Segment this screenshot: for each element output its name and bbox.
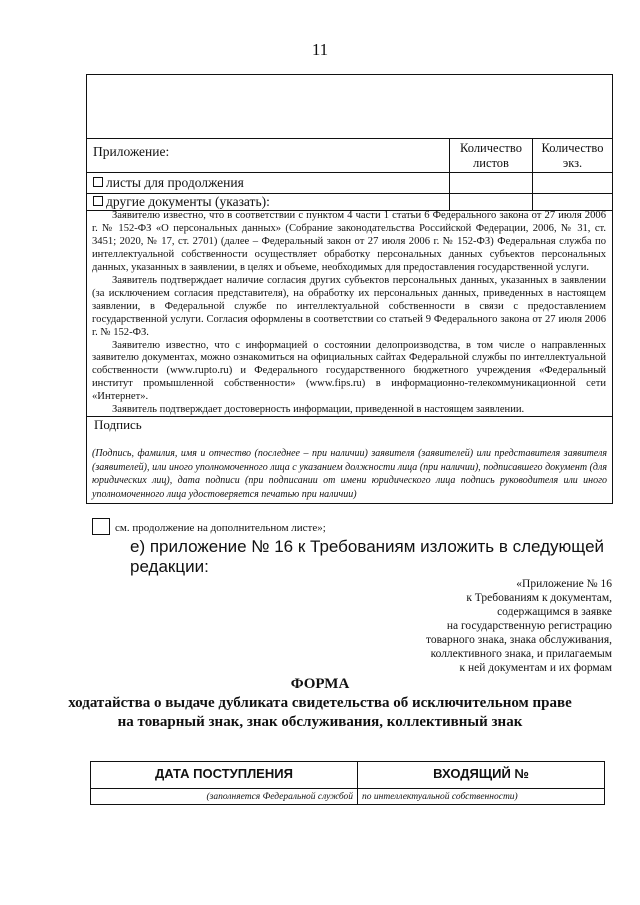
continuation-line (92, 518, 326, 535)
receipt-date-cell[interactable] (91, 762, 358, 804)
copies-count-cell[interactable] (533, 194, 612, 210)
continuation-sheets-label: листы для продолжения (106, 175, 244, 190)
declaration-paragraph: Заявитель подтверждает наличие согласия других субъектов персональных данных, указанных в заявлении (за исключением согласия представителя), на обработку их персональных данных, приведенных в настоящем заявлении, в Федеральной службе по интеллектуальной собственности в связи с предоставлением государственной услуги. Согласия оформлены в соответствии со статьей 9 Федерального закона от 27 июля 2006 г. № 152-ФЗ. (92, 274, 606, 338)
copies-count-label: Количество экз. (541, 141, 604, 170)
attachment-label: Приложение: (93, 144, 170, 159)
form-title-line: ФОРМА (290, 676, 350, 692)
form-title-line: ходатайства о выдаче дубликата свидетельства об исключительном праве (68, 695, 572, 711)
divider (358, 788, 604, 789)
receipt-date-label: ДАТА ПОСТУПЛЕНИЯ (155, 766, 293, 781)
amendment-text: е) приложение № 16 к Требованиям изложить в следующей редакции: (130, 537, 605, 576)
declaration-paragraph: Заявителю известно, что в соответствии с пунктом 4 части 1 статьи 6 Федерального закона от 27 июля 2006 г. № 152-ФЗ «О персональных данных» (Собрание законодательства Российской Федерации, 2006, № 31, ст. 3451; 2020, № 17, ст. 2701) (далее – Федеральный закон от 27 июля 2006 г. № 152-ФЗ) Федеральная служба по интеллектуальной собственности осуществляет обработку персональных данных субъектов персональных данных, указанных в заявлении, в целях и объеме, необходимых для предоставления государственной услуги. (92, 210, 606, 273)
incoming-number-label: ВХОДЯЩИЙ № (433, 766, 529, 781)
other-documents-row (87, 194, 612, 211)
signature-label: Подпись (94, 417, 142, 432)
declaration-paragraph: Заявителю известно, что с информацией о состоянии делопроизводства, в том числе о направленных заявителю документах, можно ознакомиться на официальных сайтах Федеральной службы по интеллектуальной собственности (www.rupto.ru) и Федерального государственного бюджетного учреждения «Федеральный институт промышленной собственности» (www.fips.ru) в информационно-телекоммуникационной сети «Интернет». (92, 339, 606, 403)
checkbox-icon[interactable] (93, 177, 103, 187)
signature-note: (Подпись, фамилия, имя и отчество (последнее – при наличии) заявителя (заявителей) или представителя заявителя (заявителей), или иного уполномоченного лица с указанием должности лица (при наличии), подписавшего документ (для юридических лиц), дата подписи (при подписании от имени юридического лица подпись руководителя или иного уполномоченного лица удостоверяется печатью при наличии) (92, 448, 607, 500)
divider (91, 788, 357, 789)
attachment-header-row (87, 138, 612, 173)
appendix-header-line: к ней документам и их формам (459, 662, 612, 674)
continuation-text: см. продолжение на дополнительном листе»; (115, 522, 326, 534)
appendix-header-line: «Приложение № 16 (516, 578, 612, 590)
sheets-count-label: Количество листов (460, 141, 522, 170)
registration-table (90, 761, 605, 805)
form-title (0, 675, 640, 732)
declaration-paragraph: Заявитель подтверждает достоверность информации, приведенной в настоящем заявлении. (112, 404, 525, 416)
sheets-count-cell[interactable] (450, 194, 533, 210)
declaration-text (92, 210, 606, 417)
appendix-header-line: коллективного знака, и прилагаемым (430, 648, 612, 660)
form-title-line: на товарный знак, знак обслуживания, коллективный знак (117, 714, 523, 730)
fill-note-right: по интеллектуальной собственности) (362, 792, 518, 802)
appendix-header-line: к Требованиям к документам, (466, 592, 612, 604)
appendix-header-line: содержащимся в заявке (497, 606, 612, 618)
empty-top-cell (87, 75, 612, 139)
divider (87, 416, 612, 417)
appendix-header-line: товарного знака, знака обслуживания, (426, 634, 612, 646)
page-number: 11 (311, 40, 329, 59)
continuation-checkbox[interactable] (92, 518, 110, 535)
continuation-sheets-row (87, 173, 612, 194)
appendix-header (392, 577, 612, 675)
appendix-header-line: на государственную регистрацию (446, 620, 612, 632)
incoming-number-cell[interactable] (358, 762, 604, 804)
attachment-form (86, 74, 613, 504)
fill-note-left: (заполняется Федеральной службой (206, 792, 353, 802)
other-documents-label: другие документы (указать): (106, 194, 270, 209)
sheets-count-cell[interactable] (450, 173, 533, 193)
checkbox-icon[interactable] (93, 196, 103, 206)
copies-count-cell[interactable] (533, 173, 612, 193)
